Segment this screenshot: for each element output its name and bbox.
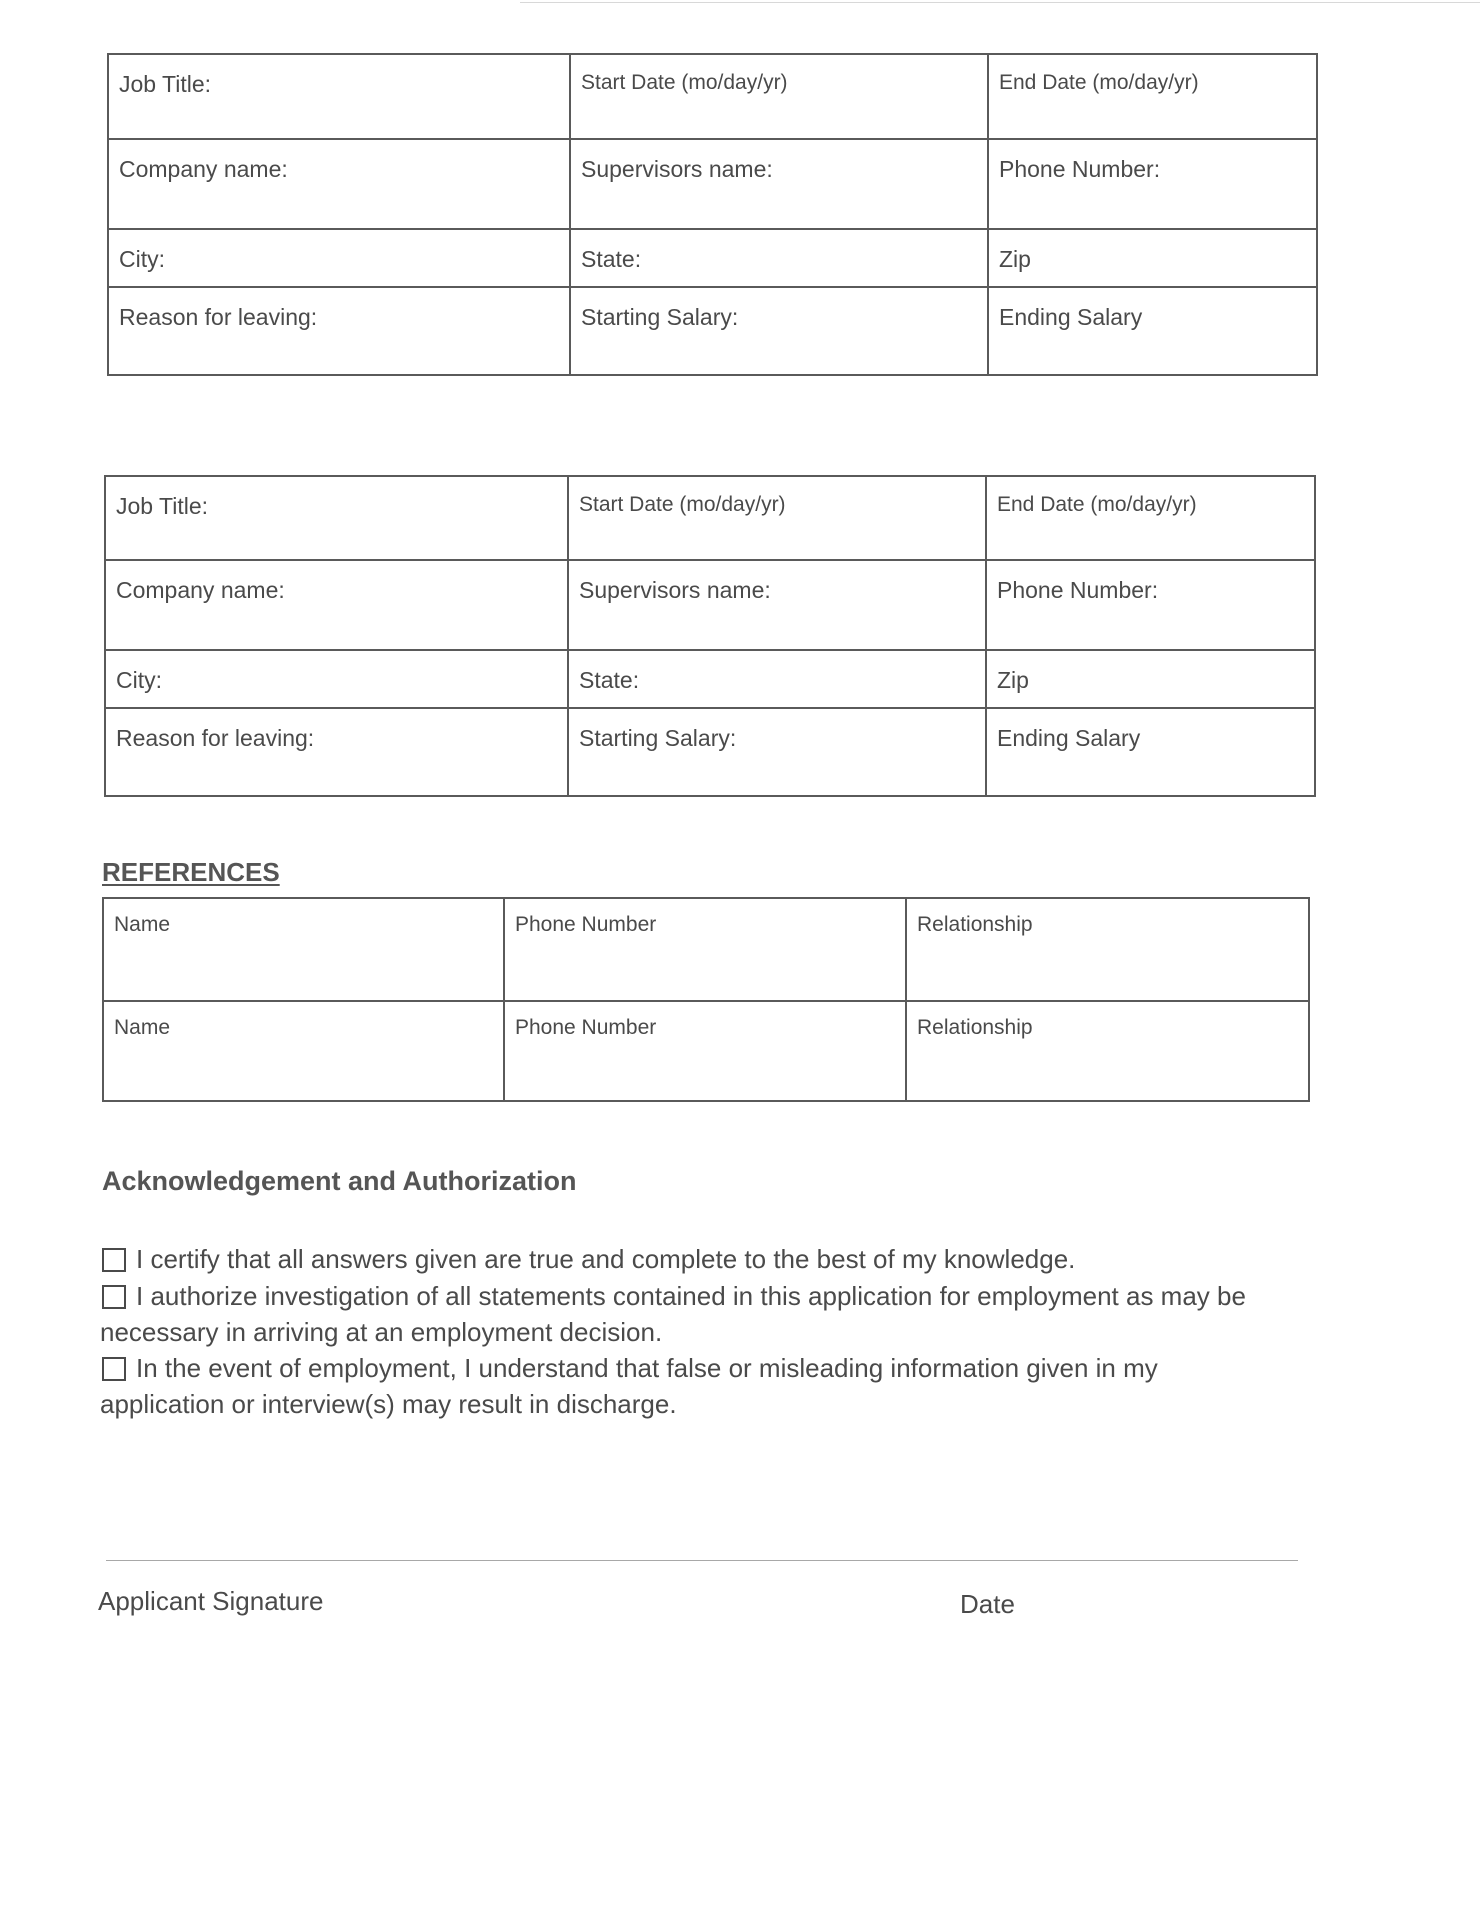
starting-salary-field[interactable]: Starting Salary:: [568, 708, 986, 796]
reference-name-field[interactable]: Name: [103, 1001, 504, 1101]
ending-salary-field[interactable]: Ending Salary: [988, 287, 1317, 375]
acknowledgement-item-authorize: [102, 1281, 1246, 1312]
job-title-field[interactable]: Job Title:: [108, 54, 570, 139]
starting-salary-field[interactable]: Starting Salary:: [570, 287, 988, 375]
discharge-text: In the event of employment, I understand that false or misleading information given in my: [136, 1353, 1158, 1383]
job-title-field[interactable]: Job Title:: [105, 476, 568, 560]
reason-for-leaving-field[interactable]: Reason for leaving:: [108, 287, 570, 375]
company-name-field[interactable]: Company name:: [108, 139, 570, 229]
start-date-field[interactable]: Start Date (mo/day/yr): [568, 476, 986, 560]
state-field[interactable]: State:: [570, 229, 988, 287]
employment-history-table-2: [104, 475, 1316, 797]
reference-name-field[interactable]: Name: [103, 898, 504, 1001]
city-field[interactable]: City:: [105, 650, 568, 708]
supervisor-name-field[interactable]: Supervisors name:: [570, 139, 988, 229]
signature-line[interactable]: [106, 1560, 1298, 1561]
end-date-field[interactable]: End Date (mo/day/yr): [988, 54, 1317, 139]
phone-number-field[interactable]: Phone Number:: [988, 139, 1317, 229]
phone-number-field[interactable]: Phone Number:: [986, 560, 1315, 650]
date-label: Date: [960, 1589, 1015, 1619]
acknowledgement-item-certify: [102, 1244, 1075, 1275]
discharge-checkbox[interactable]: [102, 1357, 126, 1381]
applicant-signature-label: Applicant Signature: [98, 1586, 324, 1616]
end-date-field[interactable]: End Date (mo/day/yr): [986, 476, 1315, 560]
company-name-field[interactable]: Company name:: [105, 560, 568, 650]
state-field[interactable]: State:: [568, 650, 986, 708]
reference-relationship-field[interactable]: Relationship: [906, 1001, 1309, 1101]
ending-salary-field[interactable]: Ending Salary: [986, 708, 1315, 796]
authorize-text-continued: necessary in arriving at an employment decision.: [100, 1317, 663, 1347]
acknowledgement-item-discharge: [102, 1353, 1158, 1384]
reference-relationship-field[interactable]: Relationship: [906, 898, 1309, 1001]
employment-history-table-1: [107, 53, 1318, 376]
city-field[interactable]: City:: [108, 229, 570, 287]
discharge-text-continued: application or interview(s) may result in discharge.: [100, 1389, 677, 1419]
authorize-text: I authorize investigation of all statements contained in this application for employment as may be: [136, 1281, 1246, 1311]
supervisor-name-field[interactable]: Supervisors name:: [568, 560, 986, 650]
page-top-edge: [520, 2, 1480, 3]
reference-phone-field[interactable]: Phone Number: [504, 1001, 906, 1101]
zip-field[interactable]: Zip: [988, 229, 1317, 287]
reference-phone-field[interactable]: Phone Number: [504, 898, 906, 1001]
references-heading: REFERENCES: [102, 857, 280, 887]
certify-checkbox[interactable]: [102, 1248, 126, 1272]
zip-field[interactable]: Zip: [986, 650, 1315, 708]
authorize-checkbox[interactable]: [102, 1285, 126, 1309]
reason-for-leaving-field[interactable]: Reason for leaving:: [105, 708, 568, 796]
acknowledgement-heading: Acknowledgement and Authorization: [102, 1166, 577, 1196]
references-table: [102, 897, 1310, 1102]
certify-text: I certify that all answers given are true and complete to the best of my knowledge.: [136, 1244, 1076, 1274]
start-date-field[interactable]: Start Date (mo/day/yr): [570, 54, 988, 139]
